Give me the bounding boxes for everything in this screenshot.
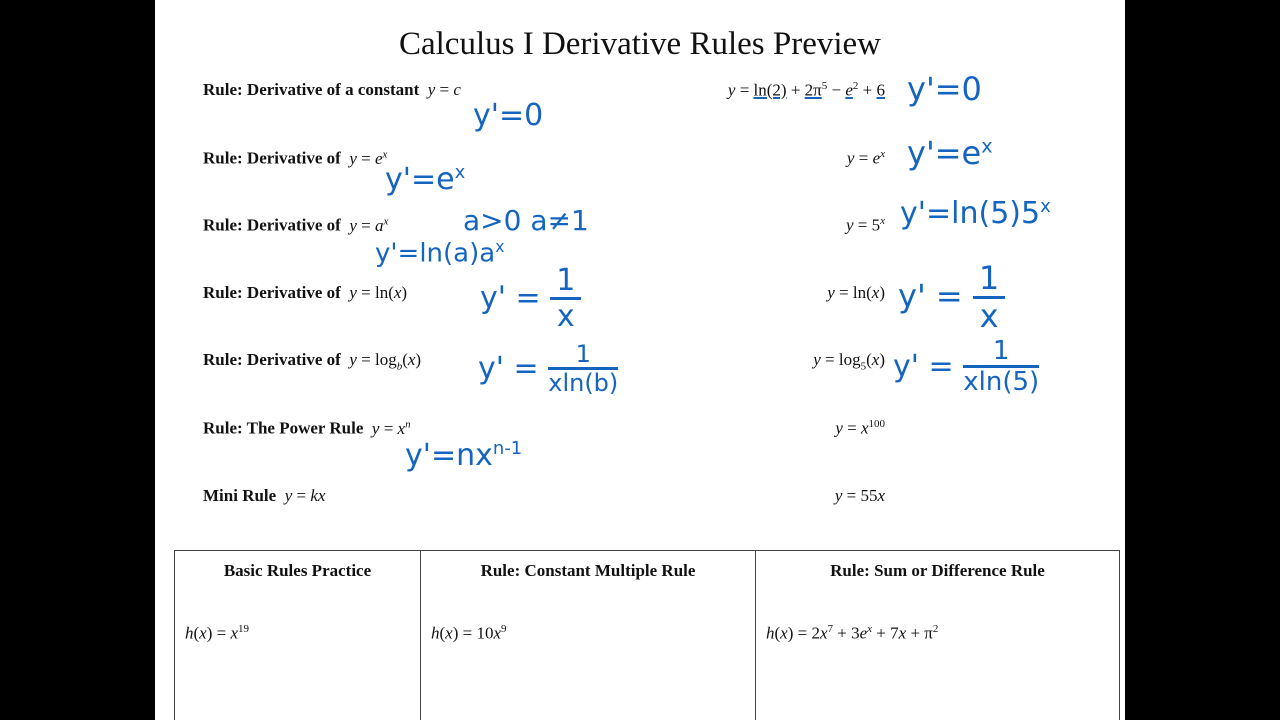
example-power: $y = x^{100}$ [835, 418, 885, 438]
rule-formula: y = ln(x) [349, 283, 408, 302]
handwritten-note: y' = $\frac{1}{xln(b)}$ [478, 340, 619, 398]
example-general-exp: $y = 5^x$ [845, 215, 885, 235]
table-cell [756, 551, 1119, 720]
example-exp: $y = e^x$ [846, 148, 885, 168]
table-expression: $h(x) = 10x^9$ [431, 623, 507, 643]
example-ln: y = ln(x) [827, 283, 885, 302]
rule-formula: $y = a^x$ [349, 215, 389, 235]
handwritten-note: y' = $\frac{1}{x}$ [480, 265, 581, 333]
rule-formula: y = kx [284, 486, 326, 505]
table-cell [421, 551, 756, 720]
table-header: Basic Rules Practice [223, 561, 372, 580]
rule-formula: $y = \log_b(x)$ [349, 350, 422, 373]
rule-general-exp [203, 215, 388, 236]
handwritten-answer: $y'=e^x$ [907, 134, 993, 172]
rule-label: Rule: Derivative of [203, 350, 341, 369]
rule-label: Rule: Derivative of [203, 283, 341, 302]
handwritten-condition: a>0 a≠1 [463, 204, 589, 237]
rule-label: Mini Rule [203, 486, 277, 505]
example-mini: y = 55x [834, 486, 885, 505]
table-cell [175, 551, 421, 720]
handwritten-note: $y'=e^x$ [385, 162, 466, 197]
document-page [155, 0, 1125, 720]
handwritten-answer: y' = $\frac{1}{xln(5)}$ [893, 336, 1040, 398]
table-expression: $h(x) = x^{19}$ [185, 623, 250, 643]
table-header: Rule: Sum or Difference Rule [830, 561, 1045, 580]
handwritten-note: $y'=nx^{n-1}$ [405, 438, 523, 473]
practice-table [174, 550, 1120, 720]
rule-mini [203, 486, 325, 506]
table-header: Rule: Constant Multiple Rule [480, 561, 696, 580]
handwritten-note: y'=0 [473, 98, 544, 133]
handwritten-answer: y' = $\frac{1}{x}$ [898, 262, 1005, 334]
rule-formula: $y = e^x$ [349, 148, 388, 168]
page-title: Calculus I Derivative Rules Preview [398, 26, 882, 62]
rule-exp [203, 148, 387, 169]
handwritten-note: $y'=\ln(a)a^x$ [375, 238, 505, 269]
rule-formula: y = c [427, 80, 461, 99]
rule-log [203, 350, 421, 372]
rule-formula: $y = x^n$ [371, 418, 411, 438]
rule-ln [203, 283, 407, 303]
example-log: $y = \log_5(x)$ [813, 350, 885, 373]
rule-label: Rule: Derivative of a constant [203, 80, 420, 99]
rule-constant [203, 80, 461, 100]
handwritten-answer: y'=0 [907, 70, 982, 108]
handwritten-answer: $y'=\ln(5)5^x$ [900, 196, 1051, 231]
rule-power [203, 418, 411, 439]
table-expression: $h(x) = 2x^7 + 3e^x + 7x + \pi^2$ [766, 623, 939, 643]
rule-label: Rule: Derivative of [203, 148, 341, 168]
rule-label: Rule: The Power Rule [203, 418, 364, 438]
example-constant: $y = \ln(2) + 2\pi^5 - e^2 + 6$ [727, 80, 885, 100]
rule-label: Rule: Derivative of [203, 215, 341, 235]
